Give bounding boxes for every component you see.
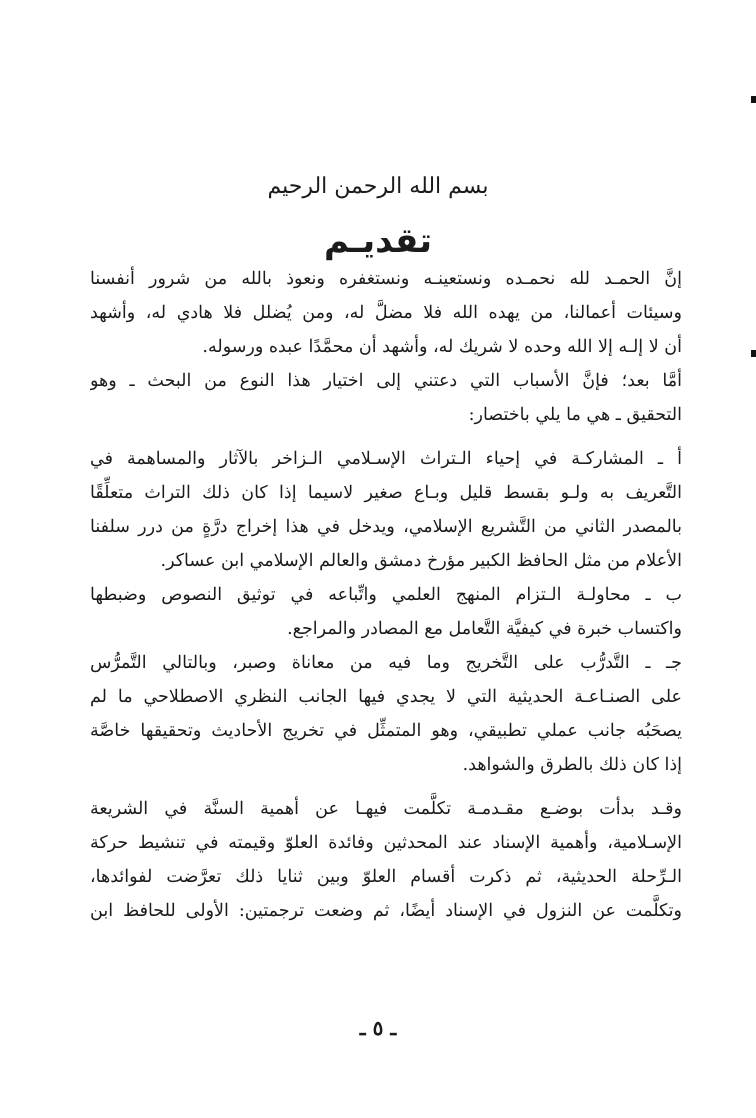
text-line: إنَّ الحمـد لله نحمـده ونستعينـه ونستغفره ونعوذ بالله من شرور أنفسنا (90, 269, 682, 289)
text-line: وسيئات أعمالنا، من يهده الله فلا مضلَّ له، ومن يُضلل فلا هادي له، وأشهد (90, 303, 682, 323)
text-line: وتكلَّمت عن النزول في الإسناد أيضًا، ثم وضعت ترجمتين: الأولى للحافظ ابن (90, 901, 682, 921)
text-line: أ ـ المشاركـة في إحياء الـتراث الإسـلامي الـزاخر بالآثار والمساهمة في (90, 449, 682, 469)
text-line: جـ ـ التَّدرُّب على التَّخريج وما فيه من معاناة وصبر، وبالتالي التَّمرُّس (90, 653, 682, 673)
text-line: التحقيق ـ هي ما يلي باختصار: (468, 405, 682, 425)
paragraph (90, 646, 682, 782)
text-line: الإسـلامية، وأهمية الإسناد عند المحدثين وفائدة العلوّ وقيمته في تنشيط حركة (90, 833, 682, 853)
text-line: واكتساب خبرة في كيفيَّة التَّعامل مع المصادر والمراجع. (287, 619, 682, 639)
text-line: ب ـ محاولـة الـتزام المنهج العلمي واتِّباعه في توثيق النصوص وضبطها (90, 585, 682, 605)
page-number: ـ ٥ ـ (359, 1016, 397, 1040)
text-line: أن لا إلـه إلا الله وحده لا شريك له، وأشهد أن محمَّدًا عبده ورسوله. (202, 337, 682, 357)
text-line: أمَّا بعد؛ فإنَّ الأسباب التي دعتني إلى اختيار هذا النوع من البحث ـ وهو (90, 371, 682, 391)
text-line: الـرِّحلة الحديثية، ثم ذكرت أقسام العلوّ وبين ثنايا ذلك تعرَّضت لفوائدها، (90, 867, 682, 887)
text-line: التَّعريف به ولـو بقسط قليل وبـاع صغير لاسيما إذا كان ذلك التراث متعلِّقًا (90, 483, 682, 503)
paragraph (90, 364, 682, 432)
page-title: تقديـم (324, 221, 432, 261)
body-text (90, 262, 682, 928)
text-line: على الصنـاعـة الحديثية التي لا يجدي فيها الجانب النظري الاصطلاحي ما لم (90, 687, 682, 707)
paragraph (90, 442, 682, 578)
basmala-heading: بسم الله الرحمن الرحيم (267, 174, 489, 199)
text-line: يصحَبُه جانب عملي تطبيقي، وهو المتمثِّل في تخريج الأحاديث وتحقيقها خاصَّة (90, 721, 682, 741)
margin-mark (751, 96, 756, 103)
margin-mark (751, 350, 756, 357)
paragraph (90, 578, 682, 646)
text-line: وقـد بدأت بوضـع مقـدمـة تكلَّمت فيهـا عن أهمية السنَّة في الشريعة (90, 799, 682, 819)
text-line: بالمصدر الثاني من التَّشريع الإسلامي، ويدخل في هذا إخراج درَّةٍ من درر سلفنا (90, 517, 682, 537)
text-line: الأعلام من مثل الحافظ الكبير مؤرخ دمشق والعالم الإسلامي ابن عساكر. (160, 551, 682, 571)
text-line: إذا كان ذلك بالطرق والشواهد. (462, 755, 682, 775)
paragraph (90, 262, 682, 364)
paragraph (90, 792, 682, 928)
